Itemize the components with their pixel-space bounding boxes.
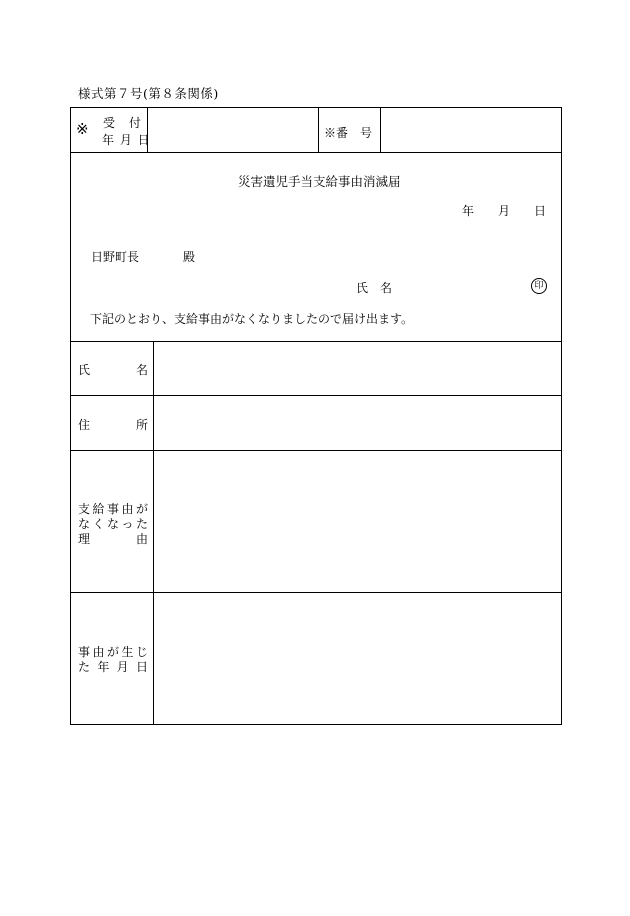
label-char: 日 <box>135 660 148 674</box>
label-char: く <box>92 517 105 531</box>
label-char: た <box>135 517 148 531</box>
name-row-label <box>78 361 148 378</box>
statement: 下記のとおり、支給事由がなくなりましたので届け出ます。 <box>90 312 414 326</box>
label-char: 住 <box>78 418 91 432</box>
label-char: 由 <box>121 502 134 516</box>
row-divider <box>70 592 562 593</box>
divider <box>380 107 381 153</box>
date-month-label: 月 <box>498 204 511 218</box>
label-char: 所 <box>135 418 148 432</box>
label-char: 年 <box>97 660 110 674</box>
form-title: 災害遺児手当支給事由消滅届 <box>238 174 401 189</box>
address-field[interactable] <box>156 398 559 447</box>
reception-date-field[interactable] <box>150 110 315 150</box>
label-char: 氏 <box>78 363 91 377</box>
label-char: が <box>106 645 119 659</box>
label-char: 事 <box>78 645 91 659</box>
honorific: 殿 <box>183 250 196 264</box>
applicant-name-label-1: 氏 <box>356 281 369 295</box>
seal-icon: 印 <box>531 278 547 294</box>
row-divider <box>70 450 562 451</box>
divider <box>318 107 319 153</box>
label-char: な <box>78 517 91 531</box>
label-char: 由 <box>92 645 105 659</box>
reception-label-char: 付 <box>128 116 141 130</box>
number-label: ※番 号 <box>324 126 373 140</box>
reception-label-line2: 年 月 日 <box>102 133 151 147</box>
label-char: 給 <box>92 502 105 516</box>
label-char: が <box>135 502 148 516</box>
applicant-name-field[interactable] <box>400 275 525 295</box>
label-char: た <box>78 660 91 674</box>
label-char: 理 <box>78 532 91 546</box>
reason-field[interactable] <box>156 453 559 589</box>
reception-label-line1 <box>103 114 141 131</box>
label-column-divider <box>153 341 154 725</box>
label-char: っ <box>121 517 134 531</box>
label-char: 支 <box>78 502 91 516</box>
label-char: 生 <box>121 645 134 659</box>
reason-row-label-line3 <box>78 530 148 547</box>
number-field[interactable] <box>383 110 558 150</box>
label-char: 月 <box>116 660 129 674</box>
address-row-label <box>78 416 148 433</box>
label-char: じ <box>135 645 148 659</box>
reception-label-char: 受 <box>103 116 116 130</box>
name-field[interactable] <box>156 344 559 393</box>
addressee: 日野町長 <box>91 250 140 264</box>
applicant-name-label-2: 名 <box>380 281 393 295</box>
label-char: 事 <box>106 502 119 516</box>
label-char: 由 <box>135 532 148 546</box>
label-char: 名 <box>135 363 148 377</box>
label-char: な <box>106 517 119 531</box>
date-year-label: 年 <box>462 204 475 218</box>
occurrence-date-field[interactable] <box>156 595 559 722</box>
row-divider <box>70 395 562 396</box>
occurrence-date-row-label-line2 <box>78 658 148 675</box>
form-number-label: 様式第７号(第８条関係) <box>78 86 219 101</box>
reception-mark: ※ <box>76 120 89 138</box>
date-day-label: 日 <box>534 204 547 218</box>
